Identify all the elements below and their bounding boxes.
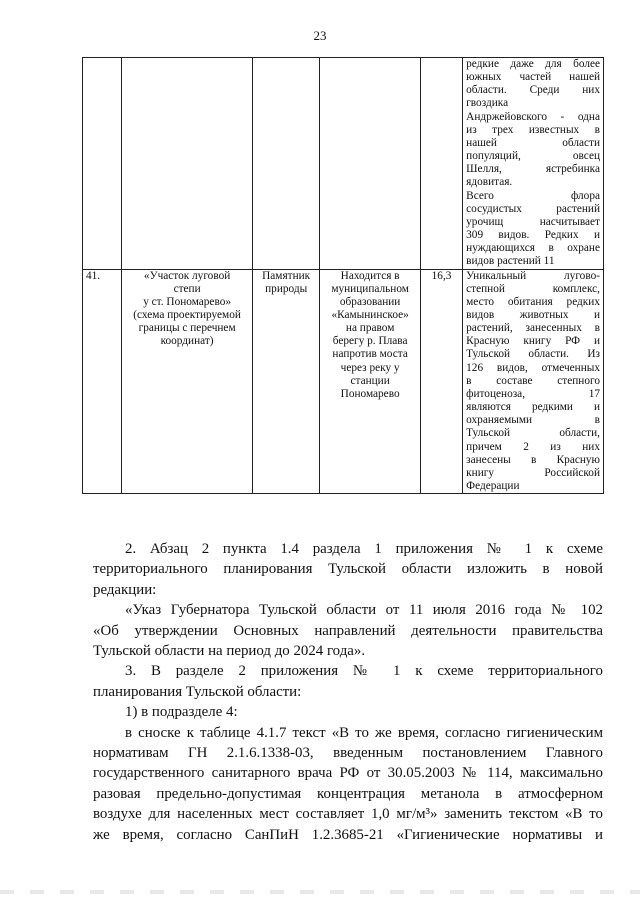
- page-number: 23: [313, 28, 327, 43]
- cell-name: [122, 269, 253, 494]
- description-line: место обитания редких: [466, 295, 600, 308]
- location-line: берегу р. Плава: [332, 335, 408, 348]
- body-line: же время, согласно СанПиН 1.2.3685-21 «Гигиенические нормативы и: [93, 826, 603, 843]
- description-line: нашей области: [466, 136, 600, 149]
- description-line: Красную книгу РФ и: [466, 335, 600, 348]
- description-line: видов животных и: [466, 308, 600, 321]
- description-line: Тульской области,: [466, 427, 600, 440]
- cell-number: [83, 58, 122, 270]
- body-line: «Об утверждении Основных направлений деятельности правительства: [93, 622, 603, 639]
- description-line: в составе степного: [466, 374, 600, 387]
- body-line: редакции:: [93, 581, 157, 598]
- description-line: 309 видов. Редких и: [466, 229, 600, 242]
- location-line: «Камынинское»: [331, 308, 409, 321]
- table-row-41: [83, 269, 604, 494]
- description-line: Федерации: [466, 480, 520, 492]
- body-line: воздухе для населенных мест составляет 1,0 мг/м³» заменить текстом «В то: [93, 806, 603, 823]
- category-line: Памятник: [262, 269, 311, 282]
- description-line: урочищ насчитывает: [466, 215, 600, 228]
- body-line: 1) в подразделе 4:: [125, 704, 238, 721]
- description-line: Андржейовского - одна: [466, 110, 600, 123]
- body-line: в сноске к таблице 4.1.7 текст «В то же время, согласно гигиеническим: [125, 724, 603, 741]
- location-line: напротив моста: [332, 348, 408, 361]
- description-line: растений, занесенных в: [466, 322, 600, 335]
- body-text: [93, 539, 603, 845]
- table-row-continued: [83, 58, 604, 270]
- category-line: природы: [265, 282, 308, 295]
- body-line: государственного санитарного врача РФ от 30.05.2003 № 114, максимально: [93, 765, 603, 782]
- description-line: 126 видов, отмеченных: [466, 361, 600, 374]
- cell-name: [122, 58, 253, 270]
- location-line: через реку у: [340, 361, 400, 374]
- body-line: планирования Тульской области:: [93, 683, 302, 700]
- description-line: Шелля, ястребинка: [466, 163, 600, 176]
- name-line: координат): [160, 335, 214, 348]
- cell-location: [320, 269, 421, 494]
- location-line: муниципальном: [331, 282, 409, 295]
- footer-scan-marks: [0, 890, 640, 894]
- description-line: являются редкими и: [466, 401, 600, 414]
- description-line: степной комплекс,: [466, 282, 600, 295]
- description-line: причем 2 из них: [466, 440, 600, 453]
- location-line: станции: [350, 374, 390, 387]
- cell-description: [463, 269, 604, 494]
- location-line: на правом: [345, 322, 395, 335]
- body-line: нормативам ГН 2.1.6.1338-03, введенным постановлением Главного: [93, 745, 603, 762]
- cell-area: [420, 269, 462, 494]
- body-line: разовая предельно-допустимая концентрация метанола в атмосферном: [93, 785, 603, 802]
- area-value: 16,3: [431, 269, 452, 282]
- name-line: (схема проектируемой: [133, 308, 241, 321]
- body-line: «Указ Губернатора Тульской области от 11 июля 2016 года № 102: [125, 602, 603, 619]
- description-line: сосудистых растений: [466, 202, 600, 215]
- description-line: редкие даже для более: [466, 58, 600, 70]
- description-line: области. Среди них: [466, 84, 600, 97]
- body-line: 3. В разделе 2 приложения № 1 к схеме территориального: [125, 663, 603, 680]
- description-line: популяций, овсец: [466, 150, 600, 163]
- description-line: из трех известных в: [466, 123, 600, 136]
- body-line: территориального планирования Тульской области изложить в новой: [93, 561, 603, 578]
- location-line: Находится в: [340, 269, 400, 282]
- description-line: гвоздика: [466, 97, 509, 110]
- cell-category: [252, 58, 319, 270]
- description-line: фитоценоза, 17: [466, 387, 600, 400]
- description-line: занесены в Красную: [466, 453, 600, 466]
- description-line: нуждающихся в охране: [466, 242, 600, 255]
- name-line: «Участок луговой: [143, 269, 231, 282]
- protected-areas-table: [82, 57, 604, 494]
- description-line: ядовитая.: [466, 176, 513, 189]
- name-line: границы с перечнем: [138, 322, 236, 335]
- description-line: южных частей нашей: [466, 71, 600, 84]
- body-line: 2. Абзац 2 пункта 1.4 раздела 1 приложения № 1 к схеме: [125, 541, 603, 557]
- description-line: видов растений 11: [466, 255, 555, 268]
- row-number: 41.: [86, 269, 101, 282]
- name-line: у ст. Пономарево»: [143, 295, 231, 308]
- cell-description: [463, 58, 604, 270]
- location-line: Пономарево: [340, 387, 400, 400]
- description-line: Уникальный лугово-: [466, 269, 600, 282]
- description-line: книгу Российской: [466, 466, 600, 479]
- cell-area: [420, 58, 462, 270]
- location-line: образовании: [339, 295, 401, 308]
- cell-category: [252, 269, 319, 494]
- body-line: Тульской области на период до 2024 года».: [93, 643, 366, 660]
- description-line: охраняемыми в: [466, 414, 600, 427]
- name-line: степи: [173, 282, 201, 295]
- cell-location: [320, 58, 421, 270]
- cell-number: [83, 269, 122, 494]
- description-line: Всего флора: [466, 189, 600, 202]
- description-line: Тульской области. Из: [466, 348, 600, 361]
